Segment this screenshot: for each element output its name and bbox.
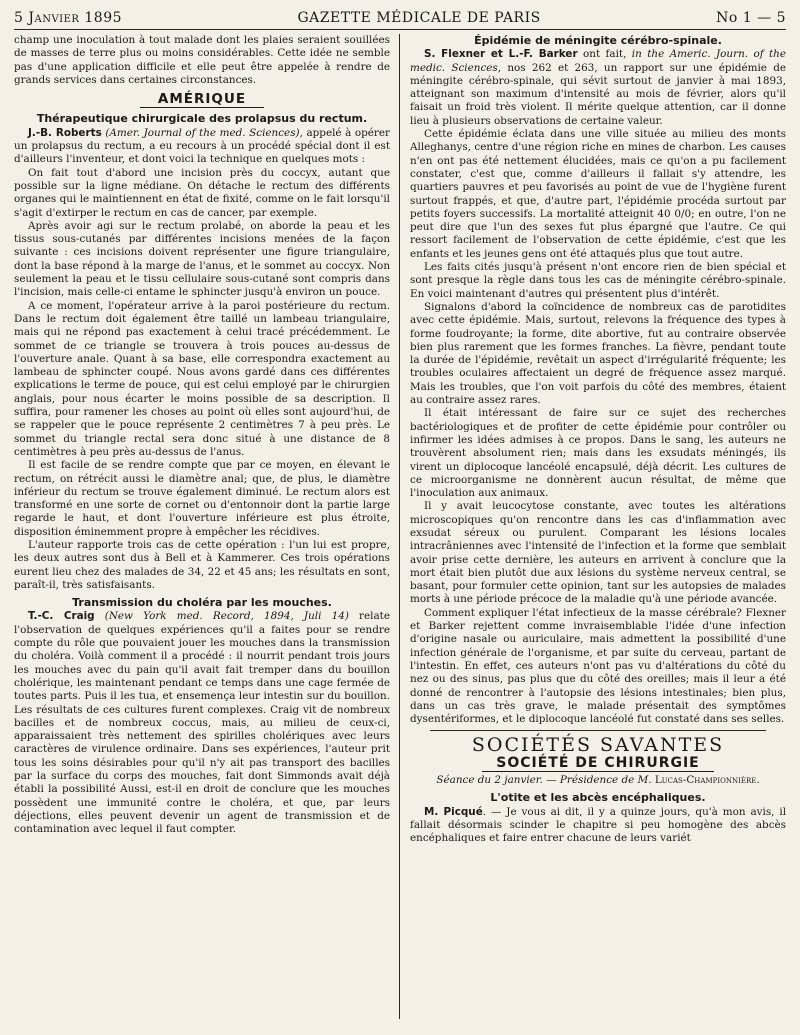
- author-craig: T.-C. Craig: [28, 610, 95, 623]
- article-paragraph: Les faits cités jusqu'à présent n'ont encore rien de bien spécial et sont presque la règle dans tous les cas de méningite cérébro-spinale. En voici maintenant d'autres qui présentent plus d'intérêt.: [410, 261, 787, 300]
- author-picque: M. Picqué: [424, 805, 483, 818]
- article-paragraph: Il y avait leucocytose constante, avec toutes les altérations microscopiques qu'on rencontre dans les cas d'inflammation avec exsudat séreux ou purulent. Comparant les lésions locales intracrâniennes avec l'intensité de l'infection et la forme que semblait avoir prise cette dernière, les auteurs en arrivent à conclure que la mort était bien plutôt due aux lésions du système nerveux central, se basant, pour formuler cette opinion, tant sur les autopsies de malades morts à une période précoce de la maladie qu'à une période avancée.: [410, 500, 787, 606]
- header-page-number: No 1 — 5: [716, 10, 786, 26]
- two-column-body: [14, 34, 786, 1019]
- author-flexner-barker: S. Flexner et L.-F. Barker: [424, 48, 578, 61]
- source-citation: (New York med. Record, 1894, Juli 14): [104, 610, 349, 623]
- section-separator: [430, 730, 766, 731]
- article-paragraph: On fait tout d'abord une incision près du coccyx, autant que possible sur la ligne médiane. On détache le rectum des différents organes qui le maintiennent en état de fixité, comme on le fait lorsqu'il s'agit d'extirper le rectum en cas de cancer, par exemple.: [14, 166, 391, 219]
- article-title-prolapsus: Thérapeutique chirurgicale des prolapsus du rectum.: [36, 112, 368, 126]
- article-paragraph: T.-C. Craig (New York med. Record, 1894, Juli 14) relate l'observation de quelques expériences qu'il a faites pour se rendre compte du rôle que pouvaient jouer les mouches dans la transmission du choléra. Voilà comment il a procédé : il nourrit pendant trois jours les mouches avec du pain qu'il avait fait tremper dans du bouillon cholérique, les maintenant pendant ce temps dans une cage fermée de toutes parts. Puis il les tua, et ensemença leur intestin sur du bouillon. Les résultats de ces cultures furent complexes. Craig vit de nombreux bacilles et de nombreux coccus, mais, au milieu de ceux-ci, apparaissaient très nettement des spirilles cholériques avec leurs caractères de virulence ordinaire. Dans ses expériences, l'auteur prit tous les soins désirables pour qu'il n'y ait pas transport des bacilles par la surface du corps des mouches, fait dont Simmonds avait déjà établi la possibilité Aussi, est-il en droit de conclure que les mouches possèdent une immunité contre le choléra, et que, par leurs déjections, elles peuvent devenir un agent de transmission et de contamination avec lequel il faut compter.: [14, 610, 391, 836]
- source-citation: in the Americ. Journ. of the medic. Sciences: [410, 48, 787, 74]
- article-paragraph: Cette épidémie éclata dans une ville située au milieu des monts Alleghanys, centre d'une région riche en mines de charbon. Les causes n'en ont pas été nettement élucidées, mais ce qu'on a pu facilement constater, c'est que, comme d'ailleurs il fallait s'y attendre, les quartiers pauvres et peu favorisés au point de vue de l'hygiène furent surtout frappés, et que, d'autre part, l'épidémie procéda surtout par petits foyers successifs. La mortalité atteignit 40 0/0; en outre, l'on ne peut dire que l'un des sexes fut plus épargné que l'autre. Ce qui ressort facilement de l'observation de cette épidémie, c'est que les enfants et les jeunes gens ont été attaqués plus que tout autre.: [410, 128, 787, 260]
- article-paragraph: A ce moment, l'opérateur arrive à la paroi postérieure du rectum. Dans le rectum doit également être taillé un lambeau triangulaire, mais qui ne répond pas exactement à celui tracé précédemment. Le sommet de ce triangle se trouvera à trois pouces au-dessus de l'ouverture anale. Quant à sa base, elle correspondra exactement au lambeau de sphincter coupé. Nous avons gardé dans ces différentes explications le terme de pouce, qui est celui employé par le chirurgien anglais, pour nous écarter le moins possible de sa description. Il suffira, pour ramener les choses au point où elles sont aujourd'hui, de se rappeler que le pouce représente 2 centimètres 7 à peu près. Le sommet du triangle rectal sera donc situé à une distance de 8 centimètres à peu près au-dessus de l'anus.: [14, 299, 391, 458]
- article-paragraph: Il est facile de se rendre compte que par ce moyen, en élevant le rectum, on rétrécit aussi le diamètre anal; que, de plus, le diamètre inférieur du rectum se trouve également diminué. Le rectum alors est transformé en une sorte de cornet ou d'entonnoir dont la partie large regarde le haut, et dont l'ouverture inférieure est plus étroite, disposition éminemment propre à empêcher les récidives.: [14, 459, 391, 538]
- left-column: [14, 34, 399, 1019]
- page-header: [14, 10, 786, 30]
- article-title-meningite: Épidémie de méningite cérébro-spinale.: [474, 34, 722, 47]
- header-date: 5 Janvier 1895: [14, 10, 123, 26]
- seance-line: Séance du 2 janvier. — Présidence de M. Lucas-Championnière.: [436, 774, 760, 787]
- section-heading-amerique: AMÉRIQUE: [14, 93, 390, 108]
- article-paragraph: Comment expliquer l'état infectieux de la masse cérébrale? Flexner et Barker rejettent comme invraisemblable l'idée d'une infection d'origine nasale ou auriculaire, mais admettent la possibilité d'une infection générale de l'organisme, et par suite du cerveau, partant de l'intestin. En effet, ces auteurs n'ont pas vu d'altérations du côté du nez ou des sinus, pas plus que du côté des oreilles; mais il leur a été donné de rencontrer à l'autopsie des lésions intestinales; bien plus, dans un cas très grave, le malade présentait des symptômes dysentériformes, et le diplocoque lancéolé fut constaté dans ses selles.: [410, 606, 787, 726]
- article-paragraph: Après avoir agi sur le rectum prolabé, on aborde la peau et les tissus sous-cutanés par différentes incisions menées de la façon suivante : ces incisions doivent représenter une figure triangulaire, dont la base répond à la marge de l'anus, et le sommet au coccyx. Non seulement la peau et le tissu cellulaire sous-cutané sont compris dans l'incision, mais celle-ci entame le sphincter jusqu'à environ un pouce.: [14, 219, 391, 299]
- source-citation: (Amer. Journal of the med. Sciences): [105, 126, 300, 139]
- author-roberts: J.-B. Roberts: [28, 126, 102, 139]
- article-title-otite: L'otite et les abcès encéphaliques.: [490, 791, 706, 805]
- article-paragraph: Il était intéressant de faire sur ce sujet des recherches bactériologiques et de profiter de cette épidémie pour contrôler ou infirmer les idées admises à ce propos. Dans le sang, les auteurs ne trouvèrent absolument rien; mais dans les exsudats méningés, ils virent un diplocoque lancéolé encapsulé, déjà décrit. Les cultures de ce microorganisme ne donnèrent aucun résultat, de même que l'inoculation aux animaux.: [410, 407, 787, 500]
- president-name: Lucas-Championnière: [654, 774, 757, 787]
- section-heading-societes: SOCIÉTÉS SAVANTES: [471, 734, 725, 757]
- article-paragraph: J.-B. Roberts (Amer. Journal of the med. Sciences), appelé à opérer un prolapsus du rectum, a eu recours à un procédé spécial dont il est d'ailleurs l'inventeur, et dont voici la technique en quelques mots :: [14, 126, 391, 166]
- article-paragraph: M. Picqué. — Je vous ai dit, il y a quinze jours, qu'à mon avis, il fallait désormais scinder le chapitre si peu homogène des abcès encéphaliques et faire entrer chacune de leurs variét: [410, 805, 787, 845]
- header-journal-title: GAZETTE MÉDICALE DE PARIS: [297, 10, 541, 26]
- article-paragraph: S. Flexner et L.-F. Barker ont fait, in the Americ. Journ. of the medic. Sciences, nos 262 et 263, un rapport sur une épidémie de méningite cérébro-spinale, qui sévit surtout de janvier à mai 1893, atteignant son maximum d'intensité au mois de février, alors qu'il faisait un froid très violent. Il mérite quelque attention, car il donne lieu à plusieurs observations de certaine valeur.: [410, 48, 787, 127]
- article-title-cholera: Transmission du choléra par les mouches.: [72, 596, 332, 610]
- continued-paragraph: champ une inoculation à tout malade dont les plaies seraient souillées de masses de terre plus ou moins considérables. Cette idée ne semble pas d'une application difficile et elle peut être appelée à rendre de grands services dans certaines circonstances.: [14, 34, 391, 86]
- right-column: [400, 34, 786, 1019]
- subsection-heading-chirurgie: SOCIÉTÉ DE CHIRURGIE: [410, 757, 786, 772]
- article-paragraph: Signalons d'abord la coïncidence de nombreux cas de parotidites avec cette épidémie. Mais, surtout, relevons la fréquence des types à forme foudroyante; la forme, dite abortive, fut au contraire observée bien plus rarement que les formes franches. La fièvre, pendant toute la durée de l'épidémie, revêtait un aspect d'irrégularité fréquente; les troubles oculaires affectaient un degré de fréquence assez marqué. Mais les troubles, que l'on voit parfois du côté des membres, étaient au contraire assez rares.: [410, 300, 787, 407]
- article-paragraph: L'auteur rapporte trois cas de cette opération : l'un lui est propre, les deux autres sont dus à Bell et à Kammerer. Ces trois opérations eurent lieu chez des malades de 34, 22 et 45 ans; les résultats en sont, paraît-il, très satisfaisants.: [14, 538, 391, 591]
